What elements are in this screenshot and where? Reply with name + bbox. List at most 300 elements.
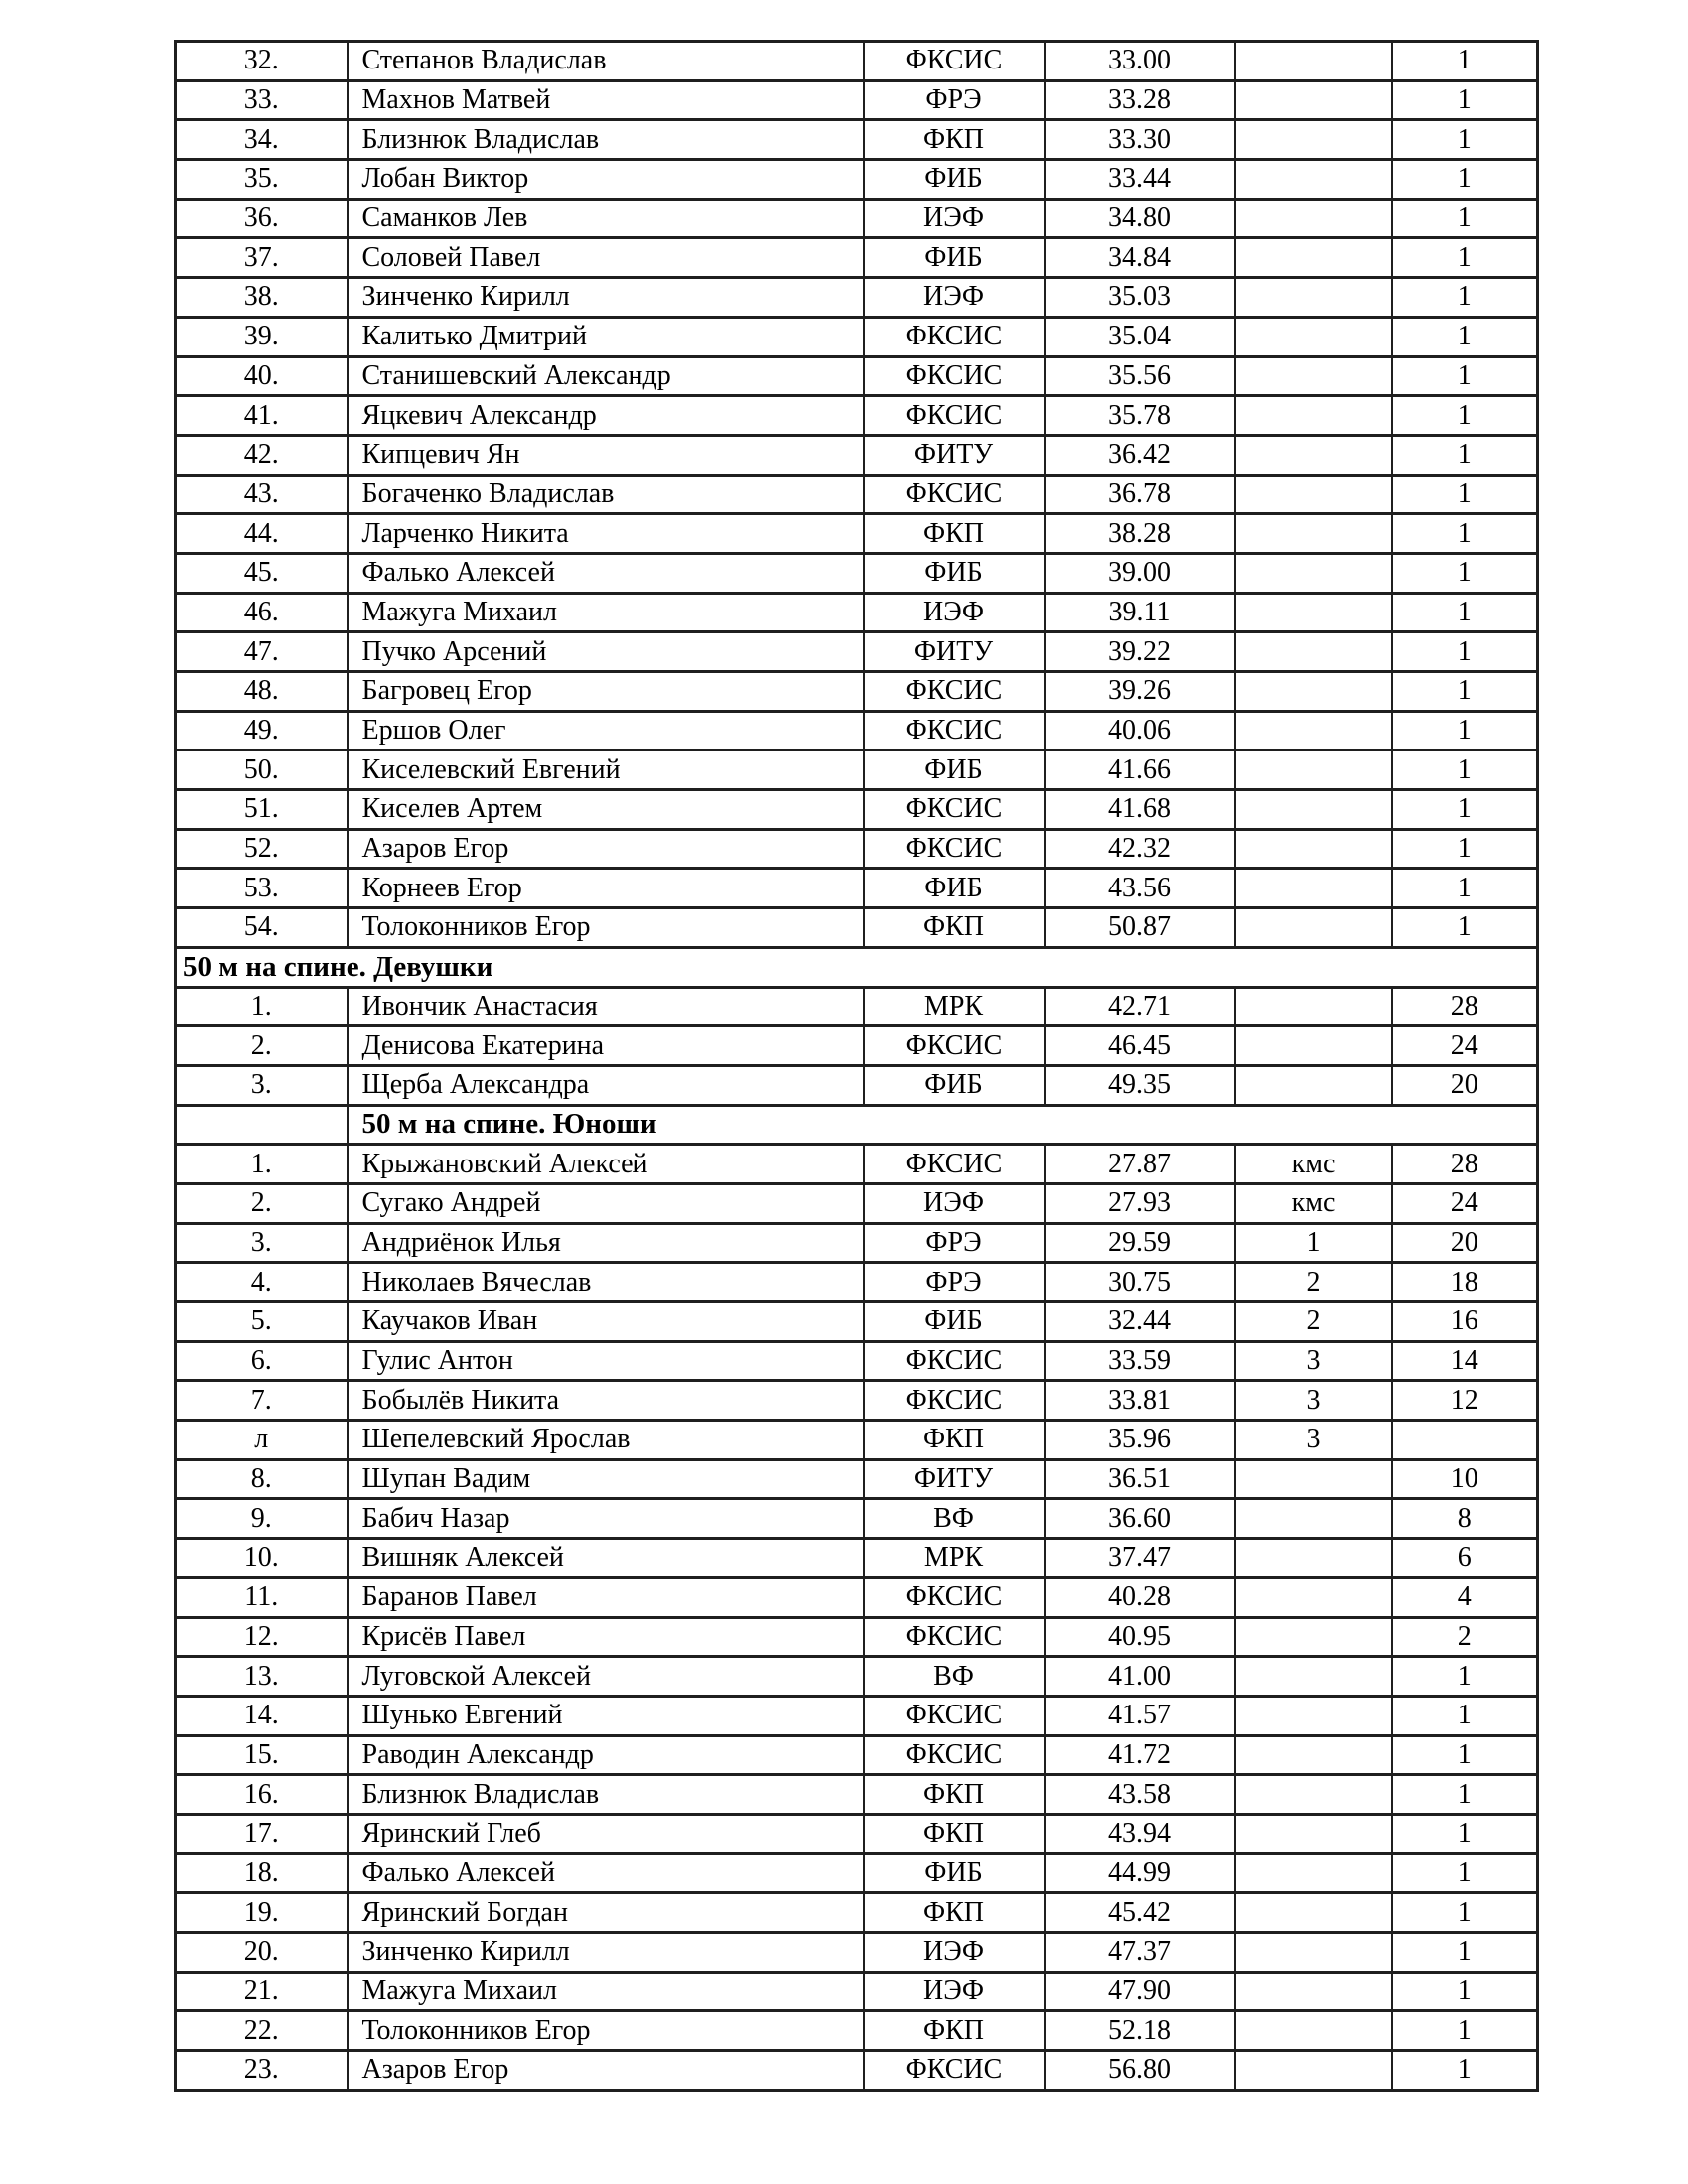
points-cell: 28 [1392,987,1538,1026]
name-cell: Станишевский Александр [348,356,864,396]
place-cell: 47. [176,632,348,672]
time-cell: 38.28 [1045,514,1235,554]
table-row [176,1026,1538,1066]
points-cell: 20 [1392,1065,1538,1105]
table-row [176,1183,1538,1223]
category-cell [1235,672,1392,712]
time-cell: 43.56 [1045,869,1235,908]
time-cell: 47.37 [1045,1933,1235,1973]
place-cell: 23. [176,2051,348,2091]
faculty-cell: ИЭФ [864,199,1045,238]
points-cell: 1 [1392,80,1538,120]
points-cell: 1 [1392,2051,1538,2091]
name-cell: Денисова Екатерина [348,1026,864,1066]
table-row [176,1459,1538,1499]
points-cell: 1 [1392,475,1538,514]
faculty-cell: ФКСИС [864,672,1045,712]
faculty-cell: ФКП [864,2011,1045,2051]
time-cell: 36.78 [1045,475,1235,514]
faculty-cell: ФКСИС [864,790,1045,830]
name-cell: Луговской Алексей [348,1657,864,1697]
time-cell: 29.59 [1045,1223,1235,1263]
name-cell: Саманков Лев [348,199,864,238]
faculty-cell: ФРЭ [864,1263,1045,1302]
points-cell: 1 [1392,396,1538,436]
points-cell: 24 [1392,1183,1538,1223]
faculty-cell: ФИТУ [864,1459,1045,1499]
place-cell: 44. [176,514,348,554]
results-table-container [174,40,1536,2092]
table-row [176,1381,1538,1421]
name-cell: Толоконников Егор [348,2011,864,2051]
category-cell [1235,1972,1392,2011]
place-cell: 2. [176,1183,348,1223]
place-cell: 43. [176,475,348,514]
faculty-cell: ФКСИС [864,1341,1045,1381]
time-cell: 36.51 [1045,1459,1235,1499]
points-cell: 6 [1392,1539,1538,1578]
name-cell: Азаров Егор [348,2051,864,2091]
time-cell: 41.72 [1045,1735,1235,1775]
time-cell: 39.11 [1045,593,1235,632]
category-cell [1235,908,1392,948]
place-cell: 46. [176,593,348,632]
place-cell: 38. [176,278,348,318]
time-cell: 39.00 [1045,553,1235,593]
name-cell: Фалько Алексей [348,553,864,593]
name-cell: Кипцевич Ян [348,435,864,475]
name-cell: Пучко Арсений [348,632,864,672]
time-cell: 41.68 [1045,790,1235,830]
table-row [176,1577,1538,1617]
empty-cell [176,1105,348,1145]
category-cell [1235,1026,1392,1066]
faculty-cell: ФКСИС [864,1381,1045,1421]
place-cell: 10. [176,1539,348,1578]
place-cell: 39. [176,317,348,356]
table-row [176,278,1538,318]
table-row [176,632,1538,672]
name-cell: Бабич Назар [348,1499,864,1539]
time-cell: 49.35 [1045,1065,1235,1105]
table-row [176,120,1538,160]
time-cell: 33.00 [1045,42,1235,81]
name-cell: Щерба Александра [348,1065,864,1105]
category-cell [1235,987,1392,1026]
category-cell: 2 [1235,1263,1392,1302]
place-cell: 42. [176,435,348,475]
points-cell: 1 [1392,278,1538,318]
time-cell: 40.28 [1045,1577,1235,1617]
table-row [176,317,1538,356]
category-cell [1235,1814,1392,1853]
name-cell: Андриёнок Илья [348,1223,864,1263]
category-cell [1235,1853,1392,1893]
time-cell: 41.00 [1045,1657,1235,1697]
faculty-cell: ВФ [864,1657,1045,1697]
time-cell: 41.57 [1045,1696,1235,1735]
place-cell: 54. [176,908,348,948]
table-row [176,593,1538,632]
faculty-cell: ФКСИС [864,1735,1045,1775]
points-cell: 1 [1392,553,1538,593]
time-cell: 39.26 [1045,672,1235,712]
faculty-cell: ФКП [864,908,1045,948]
name-cell: Степанов Владислав [348,42,864,81]
points-cell: 4 [1392,1577,1538,1617]
faculty-cell: ФКСИС [864,1696,1045,1735]
name-cell: Корнеев Егор [348,869,864,908]
time-cell: 34.84 [1045,238,1235,278]
time-cell: 30.75 [1045,1263,1235,1302]
category-cell [1235,2051,1392,2091]
points-cell: 1 [1392,632,1538,672]
faculty-cell: ФИБ [864,751,1045,790]
place-cell: 48. [176,672,348,712]
table-row [176,869,1538,908]
table-row [176,1893,1538,1933]
category-cell: кмс [1235,1145,1392,1184]
place-cell: 14. [176,1696,348,1735]
time-cell: 46.45 [1045,1026,1235,1066]
table-row [176,514,1538,554]
faculty-cell: ФКСИС [864,2051,1045,2091]
place-cell: 11. [176,1577,348,1617]
faculty-cell: ФКСИС [864,356,1045,396]
name-cell: Раводин Александр [348,1735,864,1775]
table-row [176,42,1538,81]
table-row [176,751,1538,790]
category-cell [1235,711,1392,751]
category-cell [1235,1459,1392,1499]
points-cell: 1 [1392,435,1538,475]
place-cell: 6. [176,1341,348,1381]
table-row [176,238,1538,278]
faculty-cell: ФКСИС [864,1577,1045,1617]
time-cell: 27.87 [1045,1145,1235,1184]
points-cell: 1 [1392,790,1538,830]
category-cell: 2 [1235,1302,1392,1342]
points-cell: 1 [1392,1775,1538,1815]
table-row [176,199,1538,238]
time-cell: 32.44 [1045,1302,1235,1342]
place-cell: 21. [176,1972,348,2011]
place-cell: 19. [176,1893,348,1933]
faculty-cell: МРК [864,1539,1045,1578]
time-cell: 50.87 [1045,908,1235,948]
place-cell: 52. [176,829,348,869]
name-cell: Ершов Олег [348,711,864,751]
faculty-cell: ФИБ [864,553,1045,593]
points-cell: 1 [1392,1735,1538,1775]
table-row [176,1696,1538,1735]
points-cell: 1 [1392,869,1538,908]
faculty-cell: ФИБ [864,238,1045,278]
place-cell: 3. [176,1065,348,1105]
faculty-cell: ФКСИС [864,317,1045,356]
category-cell [1235,1735,1392,1775]
points-cell: 14 [1392,1341,1538,1381]
category-cell: кмс [1235,1183,1392,1223]
name-cell: Толоконников Егор [348,908,864,948]
time-cell: 35.96 [1045,1421,1235,1460]
faculty-cell: ВФ [864,1499,1045,1539]
place-cell: 45. [176,553,348,593]
place-cell: 49. [176,711,348,751]
place-cell: 4. [176,1263,348,1302]
category-cell [1235,1696,1392,1735]
place-cell: 53. [176,869,348,908]
name-cell: Шепелевский Ярослав [348,1421,864,1460]
category-cell [1235,1539,1392,1578]
table-row [176,1657,1538,1697]
category-cell [1235,514,1392,554]
category-cell [1235,317,1392,356]
name-cell: Киселев Артем [348,790,864,830]
place-cell: 13. [176,1657,348,1697]
place-cell: 36. [176,199,348,238]
name-cell: Сугако Андрей [348,1183,864,1223]
points-cell: 1 [1392,908,1538,948]
time-cell: 33.44 [1045,160,1235,200]
faculty-cell: ФКСИС [864,396,1045,436]
results-table-body [176,42,1538,2091]
time-cell: 35.04 [1045,317,1235,356]
faculty-cell: ИЭФ [864,1972,1045,2011]
table-row [176,829,1538,869]
time-cell: 52.18 [1045,2011,1235,2051]
faculty-cell: ФИБ [864,869,1045,908]
category-cell [1235,2011,1392,2051]
section-header-row [176,1105,1538,1145]
points-cell: 1 [1392,711,1538,751]
category-cell [1235,120,1392,160]
faculty-cell: ФКП [864,1814,1045,1853]
name-cell: Калитько Дмитрий [348,317,864,356]
name-cell: Яринский Глеб [348,1814,864,1853]
table-row [176,475,1538,514]
table-row [176,1065,1538,1105]
name-cell: Азаров Егор [348,829,864,869]
faculty-cell: ИЭФ [864,1183,1045,1223]
points-cell: 1 [1392,829,1538,869]
points-cell: 1 [1392,238,1538,278]
points-cell: 1 [1392,1814,1538,1853]
section-header: 50 м на спине. Девушки [176,947,1538,987]
time-cell: 27.93 [1045,1183,1235,1223]
table-row [176,160,1538,200]
faculty-cell: ИЭФ [864,593,1045,632]
place-cell: 1. [176,1145,348,1184]
table-row [176,1617,1538,1657]
section-header-row [176,947,1538,987]
name-cell: Близнюк Владислав [348,120,864,160]
place-cell: 41. [176,396,348,436]
points-cell: 12 [1392,1381,1538,1421]
faculty-cell: ФКСИС [864,475,1045,514]
time-cell: 35.03 [1045,278,1235,318]
points-cell: 1 [1392,1657,1538,1697]
table-row [176,1341,1538,1381]
time-cell: 56.80 [1045,2051,1235,2091]
place-cell: 35. [176,160,348,200]
table-row [176,987,1538,1026]
faculty-cell: ФКП [864,1421,1045,1460]
name-cell: Бобылёв Никита [348,1381,864,1421]
time-cell: 36.42 [1045,435,1235,475]
place-cell: 17. [176,1814,348,1853]
faculty-cell: МРК [864,987,1045,1026]
points-cell: 1 [1392,1933,1538,1973]
place-cell: 8. [176,1459,348,1499]
points-cell: 1 [1392,42,1538,81]
category-cell [1235,593,1392,632]
faculty-cell: ФКСИС [864,1026,1045,1066]
points-cell: 24 [1392,1026,1538,1066]
points-cell: 1 [1392,751,1538,790]
place-cell: 33. [176,80,348,120]
time-cell: 42.71 [1045,987,1235,1026]
faculty-cell: ФИТУ [864,632,1045,672]
time-cell: 44.99 [1045,1853,1235,1893]
faculty-cell: ФРЭ [864,1223,1045,1263]
name-cell: Шунько Евгений [348,1696,864,1735]
points-cell: 1 [1392,1893,1538,1933]
time-cell: 43.94 [1045,1814,1235,1853]
category-cell [1235,356,1392,396]
table-row [176,1145,1538,1184]
category-cell [1235,42,1392,81]
faculty-cell: ФКСИС [864,42,1045,81]
points-cell: 1 [1392,593,1538,632]
table-row [176,1814,1538,1853]
time-cell: 41.66 [1045,751,1235,790]
table-row [176,2051,1538,2091]
place-cell: 2. [176,1026,348,1066]
name-cell: Ивончик Анастасия [348,987,864,1026]
name-cell: Киселевский Евгений [348,751,864,790]
time-cell: 36.60 [1045,1499,1235,1539]
table-row [176,1421,1538,1460]
category-cell [1235,160,1392,200]
name-cell: Лобан Виктор [348,160,864,200]
points-cell: 20 [1392,1223,1538,1263]
place-cell: 7. [176,1381,348,1421]
category-cell [1235,199,1392,238]
place-cell: 37. [176,238,348,278]
category-cell [1235,751,1392,790]
points-cell: 1 [1392,199,1538,238]
faculty-cell: ФИТУ [864,435,1045,475]
points-cell: 1 [1392,514,1538,554]
category-cell [1235,829,1392,869]
table-row [176,790,1538,830]
category-cell [1235,1775,1392,1815]
name-cell: Зинченко Кирилл [348,1933,864,1973]
faculty-cell: ФКП [864,1775,1045,1815]
time-cell: 33.28 [1045,80,1235,120]
faculty-cell: ФКП [864,120,1045,160]
place-cell: 51. [176,790,348,830]
table-row [176,1302,1538,1342]
category-cell: 3 [1235,1381,1392,1421]
category-cell [1235,475,1392,514]
table-row [176,1933,1538,1973]
time-cell: 35.56 [1045,356,1235,396]
faculty-cell: ФКСИС [864,711,1045,751]
table-row [176,711,1538,751]
points-cell: 28 [1392,1145,1538,1184]
points-cell: 2 [1392,1617,1538,1657]
name-cell: Шупан Вадим [348,1459,864,1499]
faculty-cell: ФКСИС [864,1617,1045,1657]
table-row [176,553,1538,593]
category-cell [1235,790,1392,830]
points-cell: 1 [1392,1972,1538,2011]
place-cell: 22. [176,2011,348,2051]
table-row [176,1735,1538,1775]
table-row [176,1853,1538,1893]
category-cell [1235,435,1392,475]
table-row [176,1223,1538,1263]
category-cell [1235,1933,1392,1973]
table-row [176,1539,1538,1578]
points-cell: 1 [1392,672,1538,712]
table-row [176,1263,1538,1302]
name-cell: Мажуга Михаил [348,1972,864,2011]
time-cell: 33.59 [1045,1341,1235,1381]
points-cell: 1 [1392,1696,1538,1735]
name-cell: Багровец Егор [348,672,864,712]
name-cell: Соловей Павел [348,238,864,278]
points-cell: 1 [1392,120,1538,160]
table-row [176,396,1538,436]
category-cell [1235,1893,1392,1933]
results-table [174,40,1539,2092]
category-cell: 1 [1235,1223,1392,1263]
time-cell: 34.80 [1045,199,1235,238]
category-cell [1235,278,1392,318]
time-cell: 40.06 [1045,711,1235,751]
place-cell: 9. [176,1499,348,1539]
points-cell: 16 [1392,1302,1538,1342]
name-cell: Каучаков Иван [348,1302,864,1342]
category-cell [1235,869,1392,908]
name-cell: Махнов Матвей [348,80,864,120]
table-row [176,80,1538,120]
category-cell [1235,1657,1392,1697]
time-cell: 39.22 [1045,632,1235,672]
place-cell: 34. [176,120,348,160]
place-cell: 5. [176,1302,348,1342]
name-cell: Ларченко Никита [348,514,864,554]
table-row [176,1499,1538,1539]
name-cell: Баранов Павел [348,1577,864,1617]
faculty-cell: ФКП [864,1893,1045,1933]
name-cell: Фалько Алексей [348,1853,864,1893]
time-cell: 40.95 [1045,1617,1235,1657]
name-cell: Николаев Вячеслав [348,1263,864,1302]
place-cell: 16. [176,1775,348,1815]
points-cell: 1 [1392,356,1538,396]
place-cell: 20. [176,1933,348,1973]
place-cell: 18. [176,1853,348,1893]
category-cell [1235,632,1392,672]
place-cell: 32. [176,42,348,81]
points-cell: 1 [1392,160,1538,200]
points-cell: 10 [1392,1459,1538,1499]
faculty-cell: ФРЭ [864,80,1045,120]
